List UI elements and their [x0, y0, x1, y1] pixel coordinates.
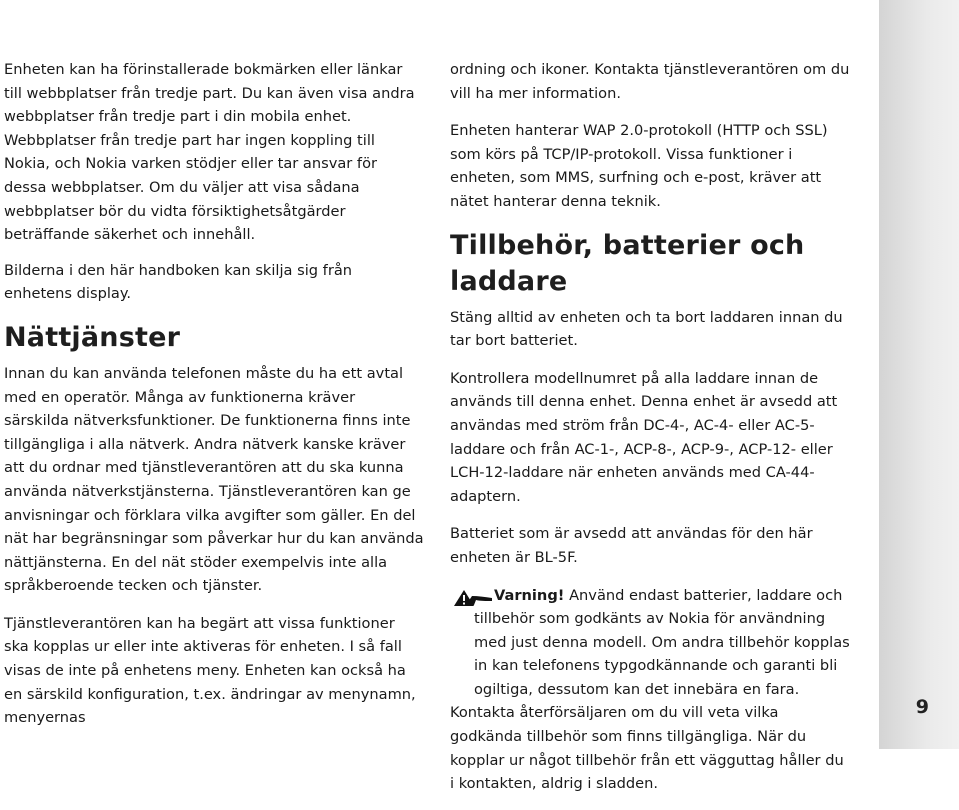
warning-hand-icon [452, 587, 498, 609]
paragraph-charger-models: Kontrollera modellnumret på alla laddare innan de används till denna enhet. Denna enhet är avsedd att användas med ström från DC-4-, AC-4- eller AC-5-laddare och från AC-1-, ACP-8-, ACP-9-, ACP-12- eller LCH-12-laddare när enheten används med CA-44-adaptern. [450, 369, 838, 505]
paragraph-battery-model: Batteriet som är avsedd att användas för den här enheten är BL-5F. [450, 525, 813, 566]
paragraph-service-provider: Tjänstleverantören kan ha begärt att vissa funktioner ska kopplas ur eller inte aktiveras för enheten. I så fall visas de inte på enhetens meny. Enheten kan också ha en särskild konfiguration, t.ex. ändringar av menynamn, menyernas [4, 614, 416, 727]
heading-network-services: Nättjänster [4, 321, 181, 353]
paragraph-images-note: Bilderna i den här handboken kan skilja sig från enhetens display. [4, 261, 353, 303]
warning-text: Använd endast batterier, laddare och tillbehör som godkänts av Nokia för användning med just denna modell. Om andra tillbehör kopplas in kan telefonens typgodkännande och garanti bli ogiltiga, dessutom kan det innebära en fara. [474, 586, 850, 698]
paragraph-switch-off: Stäng alltid av enheten och ta bort laddaren innan du tar bort batteriet. [450, 308, 843, 350]
heading-accessories-batteries: Tillbehör, batterier och laddare [450, 229, 805, 297]
page-number: 9 [915, 696, 929, 718]
warning-paragraph [450, 584, 850, 702]
right-column [450, 58, 850, 810]
intro-paragraph-bookmarks: Enheten kan ha förinstallerade bokmärken eller länkar till webbplatser från tredje part. Du kan även visa andra webbplatser från tredje part i din mobila enhet. Webbplatser från tredje part har ingen koppling till Nokia, och Nokia varken stödjer eller tar ansvar för dessa webbplatser. Om du väljer att visa sådana webbplatser bör du vidta försiktighetsåtgärder beträffande säkerhet och innehåll. [4, 61, 415, 244]
paragraph-menu-order: ordning och ikoner. Kontakta tjänstleverantören om du vill ha mer information. [450, 61, 850, 102]
paragraph-network-services: Innan du kan använda telefonen måste du ha ett avtal med en operatör. Många av funktionerna kräver särskilda nätverksfunktioner. De funktionerna finns inte tillgängliga i alla nätverk. Andra nätverk kanske kräver att du ordnar med tjänstleverantören att du ska kunna använda nätverkstjänsterna. Tjänstleverantören kan ge anvisningar och förklara vilka avgifter som gäller. En del nät har begränsningar som påverkar hur du kan använda nättjänsterna. En del nät stöder exempelvis inte alla språkberoende tecken och tjänster. [4, 364, 424, 595]
paragraph-wap-protocol: Enheten hanterar WAP 2.0-protokoll (HTTP och SSL) som körs på TCP/IP-protokoll. Vissa funktioner i enheten, som MMS, surfning och e-post, kräver att nätet hanterar denna teknik. [450, 122, 828, 210]
warning-label: Varning! [494, 586, 565, 604]
left-column [4, 58, 424, 744]
page-edge-tab [879, 0, 959, 749]
paragraph-contact-dealer: Kontakta återförsäljaren om du vill veta vilka godkända tillbehör som finns tillgängliga. När du kopplar ur något tillbehör från ett vägguttag håller du i kontakten, aldrig i sladden. [450, 704, 844, 793]
